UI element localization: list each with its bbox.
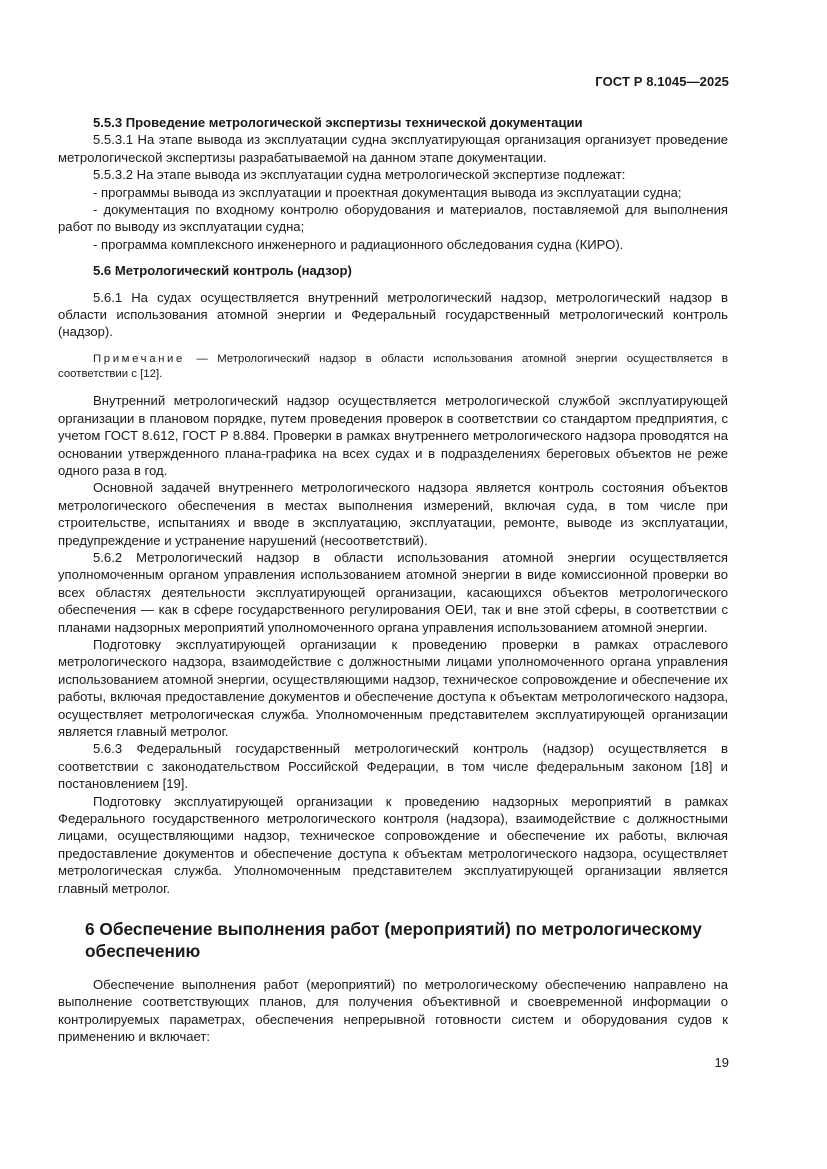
list-item: - программа комплексного инженерного и радиационного обследования судна (КИРО). <box>93 236 624 252</box>
paragraph-5-5-3-1: 5.5.3.1 На этапе вывода из эксплуатации судна эксплуатирующая организация организует проведение метрологической экспертизы разрабатываемой на данном этапе документации. <box>58 132 728 165</box>
paragraph-5-6-2: 5.6.2 Метрологический надзор в области использования атомной энергии осуществляется уполномоченным органом управления использованием атомной энергии в виде комиссионной проверки во всех областях деятельности эксплуатирующей организации, касающихся объектов метрологического обеспечения — как в сфере государственного регулирования ОЕИ, так и вне этой сферы, в соответствии с планами надзорных мероприятий уполномоченного органа управления использованием атомной энергии. <box>58 549 728 635</box>
paragraph-internal-supervision: Внутренний метрологический надзор осуществляется метрологической службой эксплуатирующей организации в плановом порядке, путем проведения проверок в соответствии со стандартом предприятия, с учетом ГОСТ 8.612, ГОСТ Р 8.884. Проверки в рамках внутреннего метрологического надзора проводятся на основании утвержденного плана-графика на всех судах и в подразделениях береговых объектов не реже одного раза в год. <box>58 393 728 478</box>
paragraph-5-5-3-2: 5.5.3.2 На этапе вывода из эксплуатации судна метрологической экспертизе подлежат: <box>93 167 626 183</box>
section-title-6: 6 Обеспечение выполнения работ (мероприятий) по метрологическому обеспечению <box>85 919 702 961</box>
subsection-title-5-6: 5.6 Метрологический контроль (надзор) <box>93 263 352 279</box>
list-item: - программы вывода из эксплуатации и проектная документация вывода из эксплуатации судна; <box>93 184 682 200</box>
document-body <box>58 114 728 1046</box>
note-label: Примечание <box>93 352 185 365</box>
document-code: ГОСТ Р 8.1045—2025 <box>595 74 729 89</box>
list-item: - документация по входному контролю оборудования и материалов, поставляемой для выполнения работ по выводу из эксплуатации судна; <box>58 202 728 235</box>
paragraph-federal-supervision: Подготовку эксплуатирующей организации к проведению надзорных мероприятий в рамках Федерального государственного метрологического контроля (надзора), взаимодействие с должностными лицами, осуществляющими надзор, техническое сопровождение и обеспечение их работы, включая предоставление документов и обеспечение доступа к объектам метрологического надзора, осуществляет метрологическая служба. Уполномоченным представителем эксплуатирующей организации является главный метролог. <box>58 793 728 896</box>
subsection-title-5-5-3: 5.5.3 Проведение метрологической экспертизы технической документации <box>93 115 583 130</box>
page-number: 19 <box>714 1055 729 1070</box>
paragraph-5-6-3: 5.6.3 Федеральный государственный метрологический контроль (надзор) осуществляется в соответствии с законодательством Российской Федерации, в том числе федеральным законом [18] и постановлением [19]. <box>58 741 728 792</box>
paragraph-inspection-preparation: Подготовку эксплуатирующей организации к проведению проверки в рамках отраслевого метрологического надзора, взаимодействие с должностными лицами уполномоченного органа управления использованием атомной энергии, осуществляющими надзор, техническое сопровождение и обеспечение их работы, включая предоставление документов и обеспечение доступа к объектам метрологического надзора, осуществляет метрологическая служба. Уполномоченным представителем эксплуатирующей организации является главный метролог. <box>58 636 728 739</box>
note <box>58 352 728 382</box>
paragraph-5-6-1: 5.6.1 На судах осуществляется внутренний метрологический надзор, метрологический надзор в области использования атомной энергии и Федеральный государственный метрологический контроль (надзор). <box>58 289 728 340</box>
note-text: — Метрологический надзор в области использования атомной энергии осуществляется в соответствии с [12]. <box>58 352 728 381</box>
paragraph-6-intro: Обеспечение выполнения работ (мероприятий) по метрологическому обеспечению направлено на выполнение соответствующих планов, для получения объективной и своевременной информации о контролируемых параметрах, обеспечения непрерывной готовности систем и оборудования судов к применению и включает: <box>58 977 728 1045</box>
paragraph-main-task: Основной задачей внутреннего метрологического надзора является контроль состояния объектов метрологического обеспечения в местах выполнения измерений, включая суда, в том числе при строительстве, испытаниях и вводе в эксплуатацию, эксплуатации, ремонте, выводе из эксплуатации, предупреждение и устранение нарушений (несоответствий). <box>58 480 728 548</box>
